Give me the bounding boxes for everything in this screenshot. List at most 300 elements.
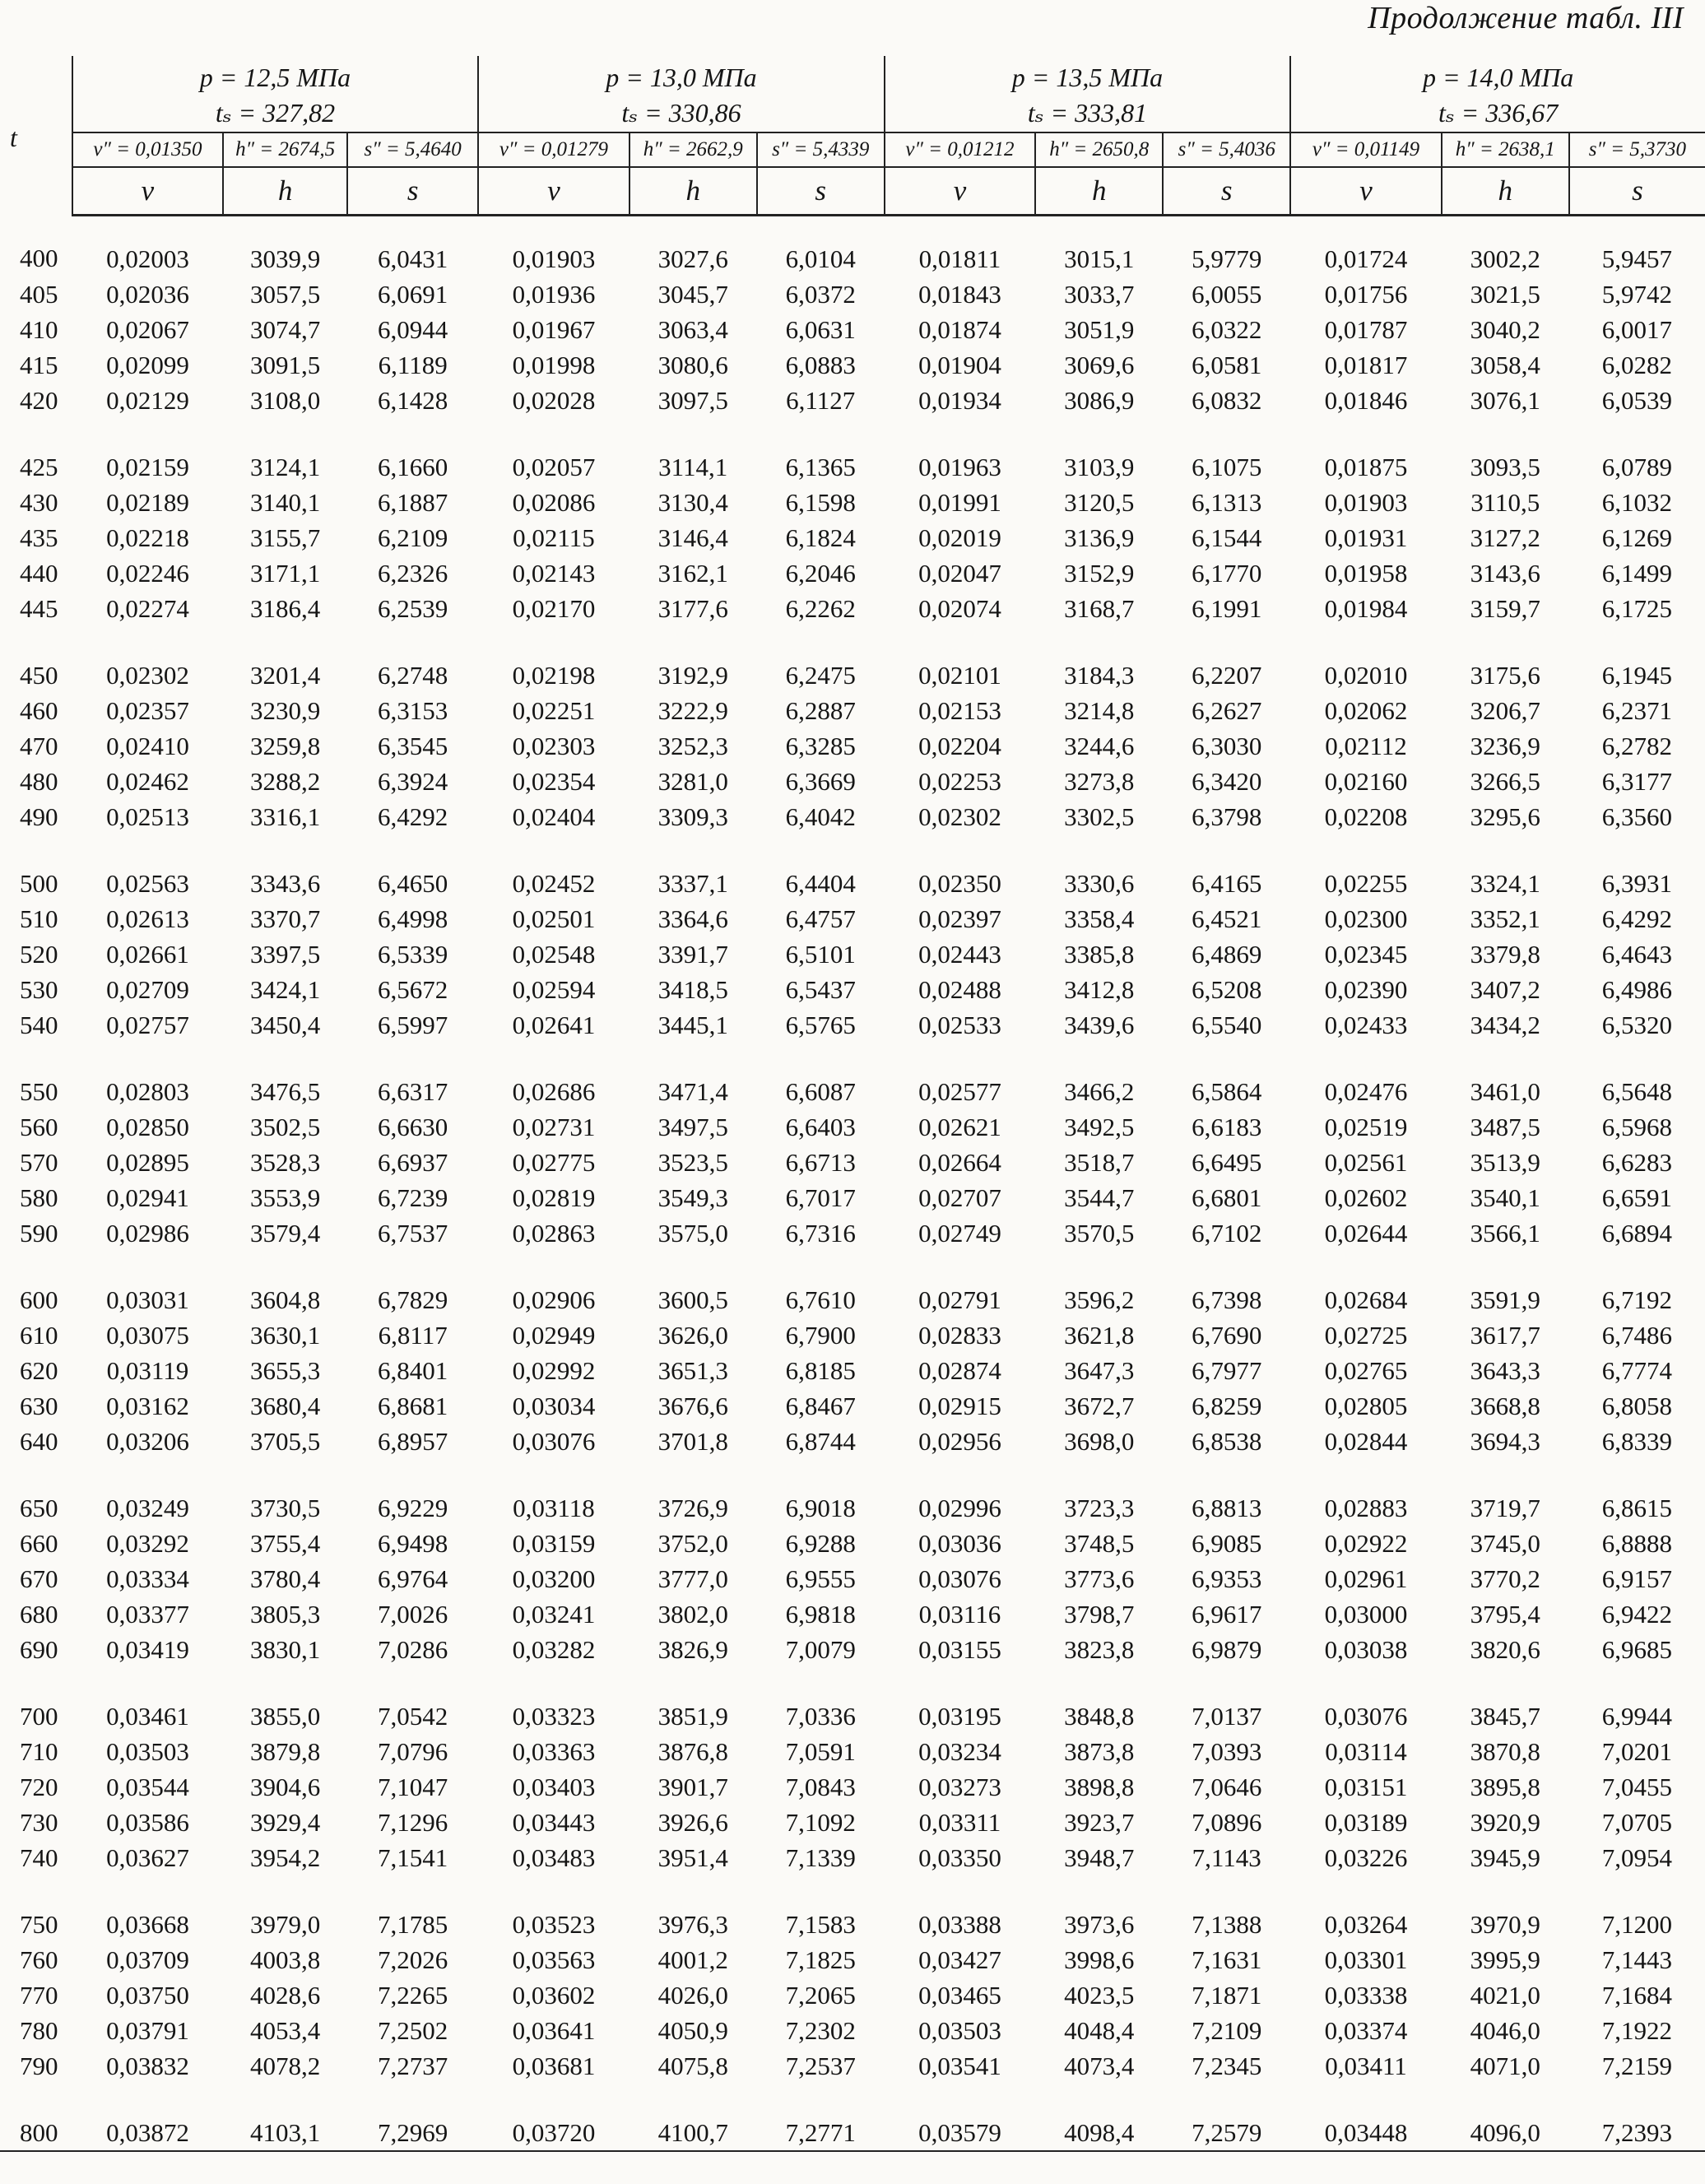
cell-value: 6,7316	[785, 1219, 856, 1248]
cell-value: 6,2109	[378, 523, 448, 552]
cell-value: 3528,3	[250, 1148, 321, 1177]
cell-value: 6,1075	[1192, 453, 1262, 481]
temperature-cell: 590	[20, 1219, 58, 1248]
cell-value: 6,7486	[1601, 1321, 1672, 1350]
cell-value: 0,02906	[512, 1285, 596, 1314]
cell-value: 0,03159	[512, 1529, 596, 1558]
cell-value: 7,1922	[1601, 2016, 1672, 2045]
cell-value: 7,2579	[1163, 2084, 1290, 2151]
cell-value: 6,1598	[785, 488, 856, 517]
cell-value: 3439,6	[1064, 1011, 1135, 1039]
cell-value: 0,03483	[512, 1843, 596, 1872]
cell-value: 3192,9	[657, 661, 728, 690]
cell-value: 7,1388	[1192, 1910, 1262, 1939]
cell-value: 6,0883	[785, 351, 856, 379]
cell-value: 0,01843	[918, 280, 1001, 309]
saturation-temperature-header: tₛ = 330,86	[478, 94, 885, 132]
cell-value: 6,8888	[1601, 1529, 1672, 1558]
cell-value: 4028,6	[250, 1981, 321, 2010]
cell-value: 5,9457	[1601, 244, 1672, 273]
cell-value: 0,03226	[1324, 1843, 1408, 1872]
cell-value: 0,02533	[918, 1011, 1001, 1039]
cell-value: 0,02476	[1324, 1077, 1408, 1106]
saturation-value-header: h″ = 2674,5	[223, 132, 347, 167]
cell-value: 3954,2	[250, 1843, 321, 1872]
cell-value: 0,03709	[106, 1945, 189, 1974]
cell-value: 6,5339	[378, 940, 448, 969]
saturation-value-header: h″ = 2662,9	[630, 132, 757, 167]
cell-value: 6,3420	[1192, 767, 1262, 796]
cell-value: 3876,8	[657, 1737, 728, 1766]
cell-value: 0,03249	[106, 1494, 189, 1522]
cell-value: 0,03273	[918, 1773, 1001, 1801]
cell-value: 4053,4	[250, 2016, 321, 2045]
cell-value: 4023,5	[1064, 1981, 1135, 2010]
cell-value: 0,02501	[512, 904, 596, 933]
saturation-value-header: s″ = 5,4036	[1163, 132, 1290, 167]
cell-value: 0,03523	[512, 1910, 596, 1939]
cell-value: 0,01875	[1324, 453, 1408, 481]
cell-value: 0,03034	[512, 1392, 596, 1420]
temperature-cell: 600	[20, 1285, 58, 1314]
cell-value: 3617,7	[1470, 1321, 1540, 1350]
temperature-cell: 710	[20, 1737, 58, 1766]
cell-value: 3171,1	[250, 559, 321, 588]
cell-value: 6,6283	[1601, 1148, 1672, 1177]
table-row	[0, 728, 1705, 764]
cell-value: 6,0832	[1192, 386, 1262, 415]
cell-value: 0,02641	[512, 1011, 596, 1039]
cell-value: 3502,5	[250, 1113, 321, 1141]
cell-value: 0,03031	[106, 1285, 189, 1314]
cell-value: 3358,4	[1064, 904, 1135, 933]
saturation-value-header: v″ = 0,01149	[1290, 132, 1442, 167]
cell-value: 7,1684	[1601, 1981, 1672, 2010]
cell-value: 6,8058	[1601, 1392, 1672, 1420]
cell-value: 3152,9	[1064, 559, 1135, 588]
cell-value: 6,2326	[378, 559, 448, 588]
cell-value: 0,01874	[918, 315, 1001, 344]
cell-value: 7,1296	[378, 1808, 448, 1837]
cell-value: 7,0026	[378, 1600, 448, 1629]
table-row	[0, 520, 1705, 555]
cell-value: 4050,9	[657, 2016, 728, 2045]
cell-value: 0,02390	[1324, 975, 1408, 1004]
cell-value: 3330,6	[1064, 869, 1135, 898]
cell-value: 0,02074	[918, 594, 1001, 623]
cell-value: 3108,0	[250, 386, 321, 415]
cell-value: 6,9617	[1192, 1600, 1262, 1629]
cell-value: 3159,7	[1470, 594, 1540, 623]
cell-value: 3412,8	[1064, 975, 1135, 1004]
temperature-cell: 700	[20, 1702, 58, 1731]
column-symbol-h: h	[223, 167, 347, 216]
cell-value: 0,03155	[918, 1635, 1001, 1664]
cell-value: 6,0104	[785, 244, 856, 273]
cell-value: 3923,7	[1064, 1808, 1135, 1837]
cell-value: 6,7398	[1192, 1285, 1262, 1314]
cell-value: 0,02189	[106, 488, 189, 517]
cell-value: 6,8957	[378, 1427, 448, 1456]
cell-value: 3723,3	[1064, 1494, 1135, 1522]
cell-value: 3798,7	[1064, 1600, 1135, 1629]
cell-value: 3998,6	[1064, 1945, 1135, 1974]
table-row	[0, 1805, 1705, 1840]
temperature-cell: 425	[20, 453, 58, 481]
cell-value: 0,03461	[106, 1702, 189, 1731]
cell-value: 0,01724	[1324, 244, 1408, 273]
cell-value: 7,2065	[785, 1981, 856, 2010]
table-row	[0, 972, 1705, 1007]
cell-value: 7,0393	[1192, 1737, 1262, 1766]
cell-value: 4078,2	[250, 2052, 321, 2080]
cell-value: 0,03076	[512, 1427, 596, 1456]
cell-value: 6,4521	[1192, 904, 1262, 933]
cell-value: 6,7690	[1192, 1321, 1262, 1350]
cell-value: 0,02956	[918, 1427, 1001, 1456]
cell-value: 0,02513	[106, 802, 189, 831]
cell-value: 3184,3	[1064, 661, 1135, 690]
cell-value: 0,02410	[106, 732, 189, 760]
saturation-value-header: v″ = 0,01212	[885, 132, 1036, 167]
cell-value: 7,0843	[785, 1773, 856, 1801]
cell-value: 7,2159	[1601, 2052, 1672, 2080]
cell-value: 4026,0	[657, 1981, 728, 2010]
cell-value: 3497,5	[657, 1113, 728, 1141]
cell-value: 0,02731	[512, 1113, 596, 1141]
cell-value: 3630,1	[250, 1321, 321, 1350]
cell-value: 3093,5	[1470, 453, 1540, 481]
cell-value: 0,02895	[106, 1148, 189, 1177]
cell-value: 0,02621	[918, 1113, 1001, 1141]
cell-value: 0,03668	[106, 1910, 189, 1939]
cell-value: 3222,9	[657, 696, 728, 725]
temperature-cell: 640	[20, 1427, 58, 1456]
cell-value: 3352,1	[1470, 904, 1540, 933]
cell-value: 0,02561	[1324, 1148, 1408, 1177]
cell-value: 3995,9	[1470, 1945, 1540, 1974]
cell-value: 0,02757	[106, 1011, 189, 1039]
table-row	[0, 1840, 1705, 1875]
cell-value: 3103,9	[1064, 453, 1135, 481]
cell-value: 3288,2	[250, 767, 321, 796]
cell-value: 6,8538	[1192, 1427, 1262, 1456]
saturation-temperature-header: tₛ = 336,67	[1290, 94, 1705, 132]
temperature-cell: 470	[20, 732, 58, 760]
cell-value: 4073,4	[1064, 2052, 1135, 2080]
cell-value: 6,8681	[378, 1392, 448, 1420]
cell-value: 6,2371	[1601, 696, 1672, 725]
cell-value: 6,9498	[378, 1529, 448, 1558]
column-symbol-v: v	[478, 167, 630, 216]
pressure-header: p = 13,0 МПа	[478, 56, 885, 94]
temperature-cell: 620	[20, 1356, 58, 1385]
cell-value: 0,03038	[1324, 1635, 1408, 1664]
cell-value: 3926,6	[657, 1808, 728, 1837]
cell-value: 0,02397	[918, 904, 1001, 933]
cell-value: 0,02086	[512, 488, 596, 517]
cell-value: 6,9157	[1601, 1564, 1672, 1593]
cell-value: 7,0954	[1601, 1843, 1672, 1872]
cell-value: 0,03720	[478, 2084, 630, 2151]
cell-value: 0,02153	[918, 696, 1001, 725]
table-row	[0, 485, 1705, 520]
cell-value: 3091,5	[250, 351, 321, 379]
temperature-cell: 760	[20, 1945, 58, 1974]
cell-value: 6,2207	[1192, 661, 1262, 690]
cell-value: 0,03411	[1325, 2052, 1407, 2080]
temperature-cell: 510	[20, 904, 58, 933]
cell-value: 0,02251	[512, 696, 596, 725]
cell-value: 4048,4	[1064, 2016, 1135, 2045]
cell-value: 7,2737	[378, 2052, 448, 2080]
cell-value: 0,02664	[918, 1148, 1001, 1177]
cell-value: 3848,8	[1064, 1702, 1135, 1731]
temperature-cell: 770	[20, 1981, 58, 2010]
cell-value: 0,03465	[918, 1981, 1001, 2010]
cell-value: 3777,0	[657, 1564, 728, 1593]
cell-value: 6,1544	[1192, 523, 1262, 552]
cell-value: 3295,6	[1470, 802, 1540, 831]
table-row	[0, 1459, 1705, 1526]
cell-value: 0,03264	[1324, 1910, 1408, 1939]
cell-value: 7,0542	[378, 1702, 448, 1731]
cell-value: 0,02941	[106, 1183, 189, 1212]
cell-value: 0,02709	[106, 975, 189, 1004]
saturation-value-header: h″ = 2638,1	[1442, 132, 1569, 167]
cell-value: 0,03162	[106, 1392, 189, 1420]
cell-value: 6,3931	[1601, 869, 1672, 898]
temperature-cell: 520	[20, 940, 58, 969]
cell-value: 6,5208	[1192, 975, 1262, 1004]
cell-value: 0,02170	[512, 594, 596, 623]
cell-value: 6,2887	[785, 696, 856, 725]
cell-value: 3820,6	[1470, 1635, 1540, 1664]
cell-value: 6,6591	[1601, 1183, 1672, 1212]
cell-value: 3701,8	[657, 1427, 728, 1456]
cell-value: 7,1047	[378, 1773, 448, 1801]
cell-value: 7,2109	[1192, 2016, 1262, 2045]
cell-value: 6,3153	[378, 696, 448, 725]
cell-value: 6,0944	[378, 315, 448, 344]
cell-value: 3039,9	[250, 244, 321, 273]
cell-value: 0,02949	[512, 1321, 596, 1350]
cell-value: 0,02775	[512, 1148, 596, 1177]
cell-value: 6,1313	[1192, 488, 1262, 517]
table-row	[0, 834, 1705, 901]
cell-value: 6,3924	[378, 767, 448, 796]
cell-value: 4003,8	[250, 1945, 321, 1974]
cell-value: 0,03563	[512, 1945, 596, 1974]
cell-value: 0,03301	[1324, 1945, 1408, 1974]
column-symbol-h: h	[1035, 167, 1163, 216]
cell-value: 5,9742	[1601, 280, 1672, 309]
temperature-cell: 790	[20, 2052, 58, 2080]
saturation-temperature-header: tₛ = 333,81	[885, 94, 1291, 132]
cell-value: 3566,1	[1470, 1219, 1540, 1248]
cell-value: 3730,5	[250, 1494, 321, 1522]
cell-value: 0,01903	[1324, 488, 1408, 517]
cell-value: 3124,1	[250, 453, 321, 481]
cell-value: 3110,5	[1470, 488, 1540, 517]
cell-value: 0,02019	[918, 523, 1001, 552]
table-row	[0, 1769, 1705, 1805]
cell-value: 3385,8	[1064, 940, 1135, 969]
cell-value: 3407,2	[1470, 975, 1540, 1004]
cell-value: 7,1583	[785, 1910, 856, 1939]
cell-value: 6,7610	[785, 1285, 856, 1314]
cell-value: 3979,0	[250, 1910, 321, 1939]
table-row	[0, 1942, 1705, 1977]
cell-value: 3492,5	[1064, 1113, 1135, 1141]
cell-value: 3244,6	[1064, 732, 1135, 760]
cell-value: 0,02996	[918, 1494, 1001, 1522]
cell-value: 0,01904	[918, 351, 1001, 379]
cell-value: 7,2302	[785, 2016, 856, 2045]
cell-value: 3450,4	[250, 1011, 321, 1039]
table-row	[0, 1632, 1705, 1667]
cell-value: 6,7239	[378, 1183, 448, 1212]
cell-value: 0,01903	[512, 244, 596, 273]
cell-value: 0,03114	[1325, 1737, 1407, 1766]
cell-value: 6,8401	[378, 1356, 448, 1385]
cell-value: 3471,4	[657, 1077, 728, 1106]
cell-value: 3466,2	[1064, 1077, 1135, 1106]
cell-value: 3929,4	[250, 1808, 321, 1837]
cell-value: 6,2475	[785, 661, 856, 690]
cell-value: 0,02613	[106, 904, 189, 933]
table-row	[0, 555, 1705, 591]
cell-value: 3424,1	[250, 975, 321, 1004]
cell-value: 0,02057	[512, 453, 596, 481]
cell-value: 0,03448	[1290, 2084, 1442, 2151]
cell-value: 0,03681	[512, 2052, 596, 2080]
table-row	[0, 1875, 1705, 1942]
cell-value: 3364,6	[657, 904, 728, 933]
cell-value: 3186,4	[250, 594, 321, 623]
cell-value: 7,2771	[757, 2084, 885, 2151]
cell-value: 0,02129	[106, 386, 189, 415]
cell-value: 3162,1	[657, 559, 728, 588]
cell-value: 7,0705	[1601, 1808, 1672, 1837]
cell-value: 0,02246	[106, 559, 189, 588]
cell-value: 6,4165	[1192, 869, 1262, 898]
cell-value: 7,1871	[1192, 1981, 1262, 2010]
temperature-cell: 680	[20, 1600, 58, 1629]
cell-value: 6,0282	[1601, 351, 1672, 379]
temperature-cell: 650	[20, 1494, 58, 1522]
cell-value: 3575,0	[657, 1219, 728, 1248]
table-caption: Продолжение табл. III	[1368, 1, 1684, 35]
cell-value: 6,7829	[378, 1285, 448, 1314]
cell-value: 6,0581	[1192, 351, 1262, 379]
cell-value: 6,5101	[785, 940, 856, 969]
cell-value: 0,02357	[106, 696, 189, 725]
cell-value: 0,03323	[512, 1702, 596, 1731]
cell-value: 3873,8	[1064, 1737, 1135, 1766]
table-row	[0, 799, 1705, 834]
temperature-cell: 670	[20, 1564, 58, 1593]
cell-value: 0,03076	[1324, 1702, 1408, 1731]
cell-value: 6,5997	[378, 1011, 448, 1039]
cell-value: 0,01934	[918, 386, 1001, 415]
cell-value: 6,8467	[785, 1392, 856, 1420]
cell-value: 6,4292	[1601, 904, 1672, 933]
cell-value: 0,02883	[1324, 1494, 1408, 1522]
cell-value: 0,03282	[512, 1635, 596, 1664]
cell-value: 6,0691	[378, 280, 448, 309]
cell-value: 3051,9	[1064, 315, 1135, 344]
cell-value: 3676,6	[657, 1392, 728, 1420]
cell-value: 0,01787	[1324, 315, 1408, 344]
cell-value: 0,03338	[1324, 1981, 1408, 2010]
cell-value: 3705,5	[250, 1427, 321, 1456]
saturation-value-header: s″ = 5,3730	[1569, 132, 1705, 167]
temperature-cell: 440	[20, 559, 58, 588]
cell-value: 0,02354	[512, 767, 596, 796]
cell-value: 6,3177	[1601, 767, 1672, 796]
column-symbol-s: s	[347, 167, 478, 216]
cell-value: 6,6630	[378, 1113, 448, 1141]
cell-value: 4071,0	[1470, 2052, 1540, 2080]
cell-value: 0,03363	[512, 1737, 596, 1766]
cell-value: 6,1991	[1192, 594, 1262, 623]
cell-value: 3970,9	[1470, 1910, 1540, 1939]
cell-value: 0,01931	[1324, 523, 1408, 552]
column-symbol-s: s	[1163, 167, 1290, 216]
column-symbol-v: v	[72, 167, 224, 216]
cell-value: 3143,6	[1470, 559, 1540, 588]
cell-value: 3544,7	[1064, 1183, 1135, 1212]
cell-value: 6,9818	[785, 1600, 856, 1629]
cell-value: 0,01811	[918, 244, 1001, 273]
temperature-cell: 730	[20, 1808, 58, 1837]
cell-value: 3770,2	[1470, 1564, 1540, 1593]
cell-value: 0,03641	[512, 2016, 596, 2045]
cell-value: 6,0539	[1601, 386, 1672, 415]
cell-value: 6,4986	[1601, 975, 1672, 1004]
cell-value: 0,02159	[106, 453, 189, 481]
cell-value: 0,02819	[512, 1183, 596, 1212]
cell-value: 3719,7	[1470, 1494, 1540, 1522]
cell-value: 0,01846	[1324, 386, 1408, 415]
cell-value: 3870,8	[1470, 1737, 1540, 1766]
cell-value: 3748,5	[1064, 1529, 1135, 1558]
table-row	[0, 1251, 1705, 1317]
cell-value: 0,02961	[1324, 1564, 1408, 1593]
cell-value: 0,03311	[918, 1808, 1001, 1837]
temperature-cell: 560	[20, 1113, 58, 1141]
temperature-cell: 450	[20, 661, 58, 690]
cell-value: 3626,0	[657, 1321, 728, 1350]
table-row	[0, 216, 1705, 277]
cell-value: 0,03388	[918, 1910, 1001, 1939]
table-row	[0, 591, 1705, 626]
cell-value: 0,02602	[1324, 1183, 1408, 1212]
cell-value: 3694,3	[1470, 1427, 1540, 1456]
table-row	[0, 1180, 1705, 1215]
cell-value: 0,02404	[512, 802, 596, 831]
cell-value: 3379,8	[1470, 940, 1540, 969]
cell-value: 6,3030	[1192, 732, 1262, 760]
cell-value: 0,02707	[918, 1183, 1001, 1212]
table-row	[0, 901, 1705, 936]
table-row	[0, 1561, 1705, 1596]
pressure-header: p = 12,5 МПа	[72, 56, 479, 94]
cell-value: 6,7774	[1601, 1356, 1672, 1385]
cell-value: 0,01991	[918, 488, 1001, 517]
cell-value: 3057,5	[250, 280, 321, 309]
